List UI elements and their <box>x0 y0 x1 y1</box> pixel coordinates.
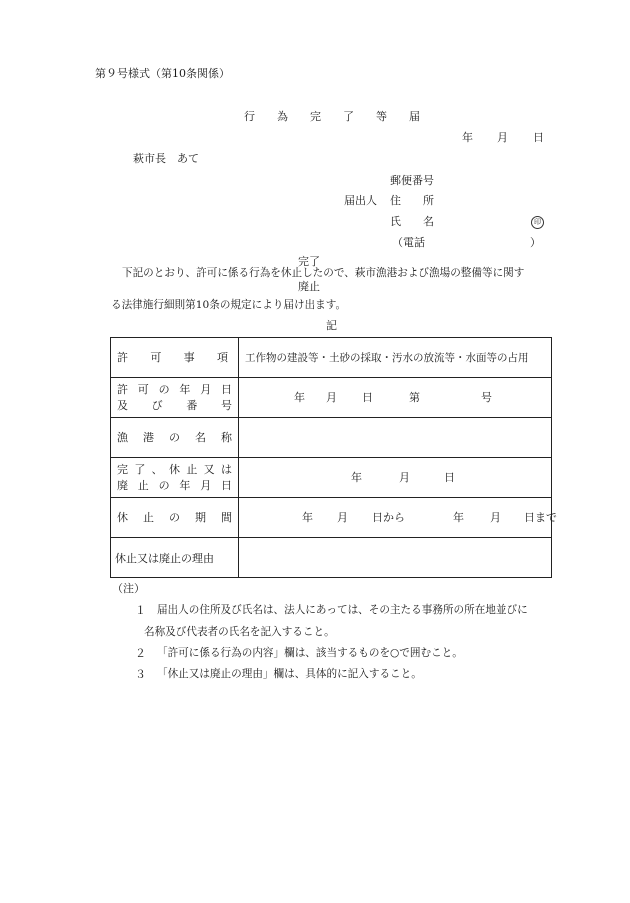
value-part: 月 <box>490 511 501 524</box>
value-part: 年 <box>453 511 464 524</box>
label-char: 許 <box>117 350 128 364</box>
label-char: 港 <box>143 430 154 444</box>
label-char: 漁 <box>117 430 128 444</box>
phone-open: （電話 <box>392 236 425 249</box>
label-char: 称 <box>221 430 232 444</box>
value-part: 年 <box>294 391 305 404</box>
label-char: 休 <box>117 510 128 524</box>
label-char: の <box>158 382 170 396</box>
value-part: 月 <box>399 471 410 484</box>
row-label-permit-item <box>111 338 239 378</box>
label-char: 了 <box>134 462 146 476</box>
name-label: 氏 名 <box>390 215 434 228</box>
value-part: 日 <box>362 391 373 404</box>
label-char: 月 <box>200 382 212 396</box>
note-text: 「許可に係る行為の内容」欄は、該当するものを○で囲むこと。 <box>157 647 463 659</box>
phone-close: ） <box>530 236 541 249</box>
label-char: 又 <box>203 462 215 476</box>
value-end-date[interactable] <box>239 458 552 498</box>
title-char: 等 <box>376 110 387 123</box>
label-char: 年 <box>179 478 191 492</box>
table-row <box>111 418 552 458</box>
label-text: 休止又は廃止の理由 <box>115 551 214 565</box>
note-text: 「休止又は廃止の理由」欄は、具体的に記入すること。 <box>157 668 422 680</box>
label-char: 日 <box>220 382 232 396</box>
label-char: 号 <box>220 398 232 412</box>
value-permit-item[interactable]: 工作物の建設等・土砂の採取・汚水の放流等・水面等の占用 <box>239 338 552 378</box>
notifier-label: 届出人 <box>344 194 377 207</box>
value-reason[interactable] <box>239 538 552 578</box>
postal-code-label: 郵便番号 <box>390 174 434 187</box>
label-char: 日 <box>220 478 232 492</box>
note-number: １ <box>135 604 146 617</box>
table-row <box>111 458 552 498</box>
title-char: 届 <box>409 110 420 123</box>
seal-mark <box>531 215 544 229</box>
label-char: 名 <box>195 430 206 444</box>
row-label-reason <box>111 538 239 578</box>
value-port-name[interactable] <box>239 418 552 458</box>
seal-icon: 印 <box>531 216 544 229</box>
note-number: ２ <box>135 647 146 660</box>
row-label-port-name <box>111 418 239 458</box>
label-char: 月 <box>200 478 212 492</box>
label-char: 廃 <box>117 478 128 492</box>
label-char: 止 <box>186 462 198 476</box>
table-row <box>111 338 552 378</box>
label-char: 止 <box>143 510 154 524</box>
label-char: 可 <box>150 350 162 364</box>
value-part: 日 <box>444 471 455 484</box>
form-number: 第９号様式（第10条関係） <box>95 67 230 80</box>
note-text-continued: 名称及び代表者の氏名を記入すること。 <box>144 626 335 638</box>
title-char: 為 <box>277 110 288 123</box>
table-row <box>111 498 552 538</box>
label-char: 完 <box>117 462 128 476</box>
addressee: 萩市長 あて <box>133 152 199 165</box>
value-part: 号 <box>481 391 492 404</box>
table-row <box>111 538 552 578</box>
label-char: 休 <box>168 462 180 476</box>
option-complete: 完了 <box>298 255 320 268</box>
date-year: 年 <box>462 131 473 144</box>
notes-heading: （注） <box>112 582 145 595</box>
value-part: 日から <box>372 511 405 524</box>
address-label: 住 所 <box>390 194 434 207</box>
title-char: 完 <box>310 110 321 123</box>
note-text: 届出人の住所及び氏名は、法人にあっては、その主たる事務所の所在地並びに <box>157 604 528 616</box>
body-line-2: る法律施行細則第10条の規定により届け出ます。 <box>111 299 347 311</box>
row-label-permit-date-number <box>111 378 239 418</box>
label-char: 番 <box>186 398 198 412</box>
label-char: 事 <box>183 350 195 364</box>
label-char: 止 <box>137 478 149 492</box>
label-char: の <box>158 478 170 492</box>
row-label-suspension-period <box>111 498 239 538</box>
title-char: 行 <box>244 110 255 123</box>
value-part: 第 <box>409 391 420 404</box>
label-char: 、 <box>151 462 163 476</box>
label-char: 項 <box>216 350 228 364</box>
date-day: 日 <box>533 131 544 144</box>
label-char: の <box>169 430 180 444</box>
value-part: 年 <box>351 471 362 484</box>
title-char: 了 <box>343 110 354 123</box>
value-part: 月 <box>337 511 348 524</box>
label-char: 可 <box>137 382 149 396</box>
value-part: 月 <box>326 391 337 404</box>
value-part: 年 <box>302 511 313 524</box>
label-char: 年 <box>179 382 191 396</box>
label-char: は <box>220 462 232 476</box>
label-char: の <box>169 510 180 524</box>
ki-heading: 記 <box>326 319 337 332</box>
label-char: 間 <box>221 510 232 524</box>
label-char: 期 <box>195 510 206 524</box>
date-month: 月 <box>497 131 508 144</box>
details-table <box>110 337 557 578</box>
row-label-end-date <box>111 458 239 498</box>
value-part: 日まで <box>524 511 557 524</box>
page-title <box>244 111 420 122</box>
label-char: 許 <box>117 382 128 396</box>
label-char: 及 <box>117 398 128 412</box>
value-suspension-period[interactable] <box>239 498 557 538</box>
label-char: び <box>151 398 163 412</box>
table-row <box>111 378 552 418</box>
note-number: ３ <box>135 668 146 681</box>
value-permit-date-number[interactable] <box>239 378 552 418</box>
body-line-1: 下記のとおり、許可に係る行為を休止したので、萩市漁港および漁場の整備等に関す <box>122 267 525 279</box>
option-abolish: 廃止 <box>298 280 320 293</box>
